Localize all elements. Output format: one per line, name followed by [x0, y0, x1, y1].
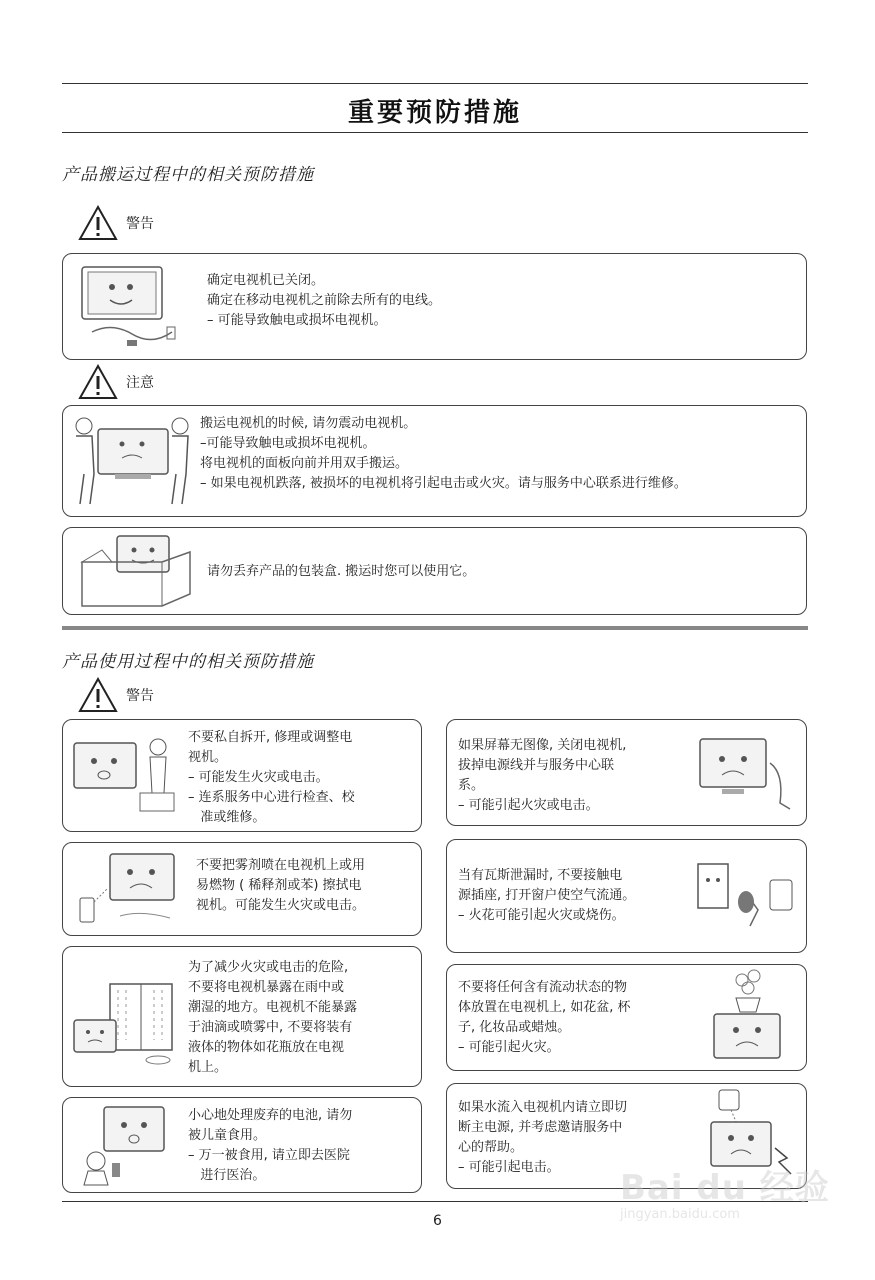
sad-tv-illustration — [690, 733, 800, 815]
watermark-url: jingyan.baidu.com — [620, 1207, 740, 1222]
watermark-logo: Bai du 经验 — [620, 1168, 830, 1208]
two-people-carrying-tv-illustration — [70, 414, 195, 509]
notice-text: 不要把雾剂喷在电视机上或用 易燃物 ( 稀释剂或苯) 擦拭电 视机。可能发生火灾或电击。 — [196, 858, 366, 913]
warning-triangle-icon — [78, 364, 118, 400]
section-divider — [62, 626, 808, 630]
warning-triangle-icon — [78, 205, 118, 241]
tv-in-box-illustration — [72, 532, 200, 610]
notice-text: 当有瓦斯泄漏时, 不要接触电 源插座, 打开窗户使空气流通。 – 火花可能引起火灾或烧伤。 — [458, 868, 636, 923]
top-rule — [62, 83, 808, 84]
title-rule — [62, 132, 808, 133]
notice-text: 如果屏幕无图像, 关闭电视机, 拔掉电源线并与服务中心联 系。 – 可能引起火灾或电击。 — [458, 738, 627, 813]
baidu-watermark — [620, 1160, 840, 1250]
tv-with-cables-illustration — [72, 262, 197, 352]
spray-on-tv-illustration — [70, 848, 190, 930]
section-heading-transport: 产品搬运过程中的相关预防措施 — [62, 165, 314, 185]
warning-label: 警告 — [126, 216, 154, 232]
notice-text: 不要将任何含有流动状态的物 体放置在电视机上, 如花盆, 杯 子, 化妆品或蜡烛。 – 可能引起火灾。 — [458, 980, 631, 1055]
battery-child-illustration — [76, 1103, 181, 1189]
warning-badge — [78, 203, 154, 243]
notice-text: 小心地处理废弃的电池, 请勿 被儿童食用。 – 万一被食用, 请立即去医院 进行医治。 — [188, 1108, 353, 1183]
notice-text: 不要私自拆开, 修理或调整电 视机。 – 可能发生火灾或电击。 – 连系服务中心进行检查、校 准或维修。 — [188, 730, 355, 825]
page-number: 6 — [433, 1213, 442, 1229]
repair-person-illustration — [70, 733, 182, 818]
notice-text: 确定电视机已关闭。 确定在移动电视机之前除去所有的电线。 – 可能导致触电或损坏电视机。 — [207, 273, 442, 328]
gas-leak-outlet-illustration — [690, 846, 802, 946]
notice-text: 请勿丢弃产品的包装盒. 搬运时您可以使用它。 — [207, 564, 476, 579]
page-title: 重要预防措施 — [347, 98, 522, 128]
section-heading-usage: 产品使用过程中的相关预防措施 — [62, 652, 314, 672]
caution-label: 注意 — [126, 375, 154, 391]
caution-badge — [78, 362, 154, 402]
notice-text: 为了减少火灾或电击的危险, 不要将电视机暴露在雨中或 潮湿的地方。电视机不能暴露 于油滴或喷雾中, 不要将装有 液体的物体如花瓶放在电视 机上。 — [188, 960, 358, 1075]
rain-window-illustration — [70, 980, 185, 1075]
flowerpot-on-tv-illustration — [700, 968, 800, 1066]
warning-triangle-icon — [78, 677, 118, 713]
notice-text: 搬运电视机的时候, 请勿震动电视机。 –可能导致触电或损坏电视机。 将电视机的面板向前并用双手搬运。 – 如果电视机跌落, 被损坏的电视机将引起电击或火灾。请与服务中心联系进行维修。 — [200, 416, 687, 491]
warning-label: 警告 — [126, 688, 154, 704]
notice-text: 如果水流入电视机内请立即切 断主电源, 并考虑邀请服务中 心的帮助。 – 可能引起电击。 — [458, 1100, 628, 1175]
warning-badge — [78, 675, 154, 715]
